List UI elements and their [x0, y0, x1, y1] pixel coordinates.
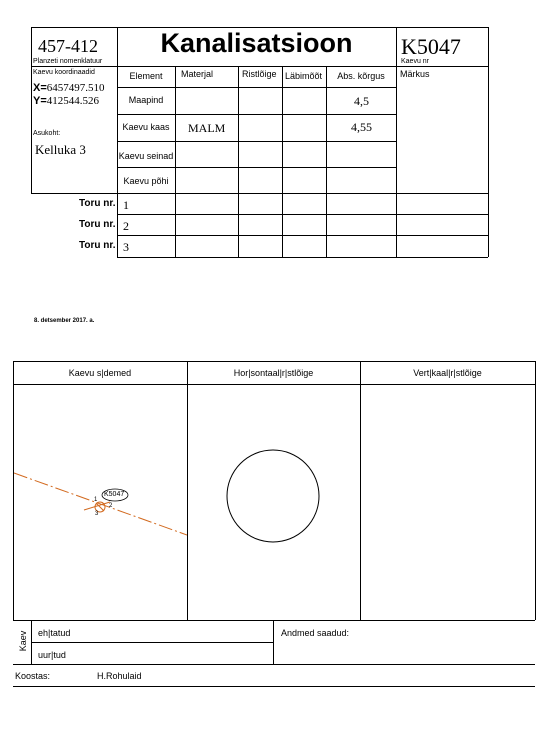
coord-x-label: X=	[33, 82, 47, 94]
pipe-label: Toru nr.	[79, 198, 116, 209]
row-divider	[117, 87, 396, 88]
cover-material: MALM	[188, 121, 226, 135]
row-divider	[117, 214, 488, 215]
location-caption: Asukoht:	[33, 130, 61, 137]
drawing-top-border	[13, 361, 535, 362]
footer-built-label: eh|tatud	[38, 628, 71, 638]
coord-x-value: 6457497.510	[46, 82, 105, 94]
footer-data-label: Andmed saadud:	[281, 628, 350, 638]
cover-abs-height: 4,55	[351, 120, 372, 134]
pipe-label: Toru nr.	[79, 240, 116, 251]
header-divider-right	[396, 27, 397, 193]
row-divider	[117, 235, 488, 236]
col-divider	[326, 66, 327, 257]
row-label-bottom: Kaevu põhi	[123, 176, 169, 186]
col-divider	[396, 193, 397, 257]
well-sketch	[14, 385, 187, 620]
pipe-number: 1	[123, 198, 129, 212]
row-label-walls: Kaevu seinad	[118, 151, 174, 161]
col-divider	[282, 66, 283, 257]
footer-compiled-by: H.Rohulaid	[97, 671, 142, 681]
ground-abs-height: 4,5	[354, 94, 369, 108]
drawing-bottom-border	[13, 620, 535, 621]
footer-compiled-label: Koostas:	[15, 671, 51, 681]
row-divider	[31, 193, 488, 194]
footer-last-line	[13, 686, 535, 687]
row-divider	[117, 167, 396, 168]
col-header-cross-section: Ristlõige	[242, 69, 277, 79]
panel-title-vertical: Vert|kaal|r|stlõige	[413, 368, 482, 378]
document-date: 8. detsember 2017. a.	[34, 318, 95, 324]
col-header-abs-height: Abs. kõrgus	[337, 71, 385, 81]
pipe-label-2: 2	[109, 503, 113, 509]
well-id: K5047	[401, 34, 461, 59]
location-value: Kelluka 3	[35, 142, 86, 157]
pipe-number: 3	[123, 240, 129, 254]
page-title: Kanalisatsioon	[160, 28, 353, 58]
form-left-border	[31, 27, 32, 193]
col-header-notes: Märkus	[400, 69, 430, 79]
col-divider	[175, 66, 176, 257]
col-header-element: Element	[129, 71, 163, 81]
drawing-divider	[360, 361, 361, 620]
pipe-label-1: 1	[94, 497, 98, 503]
coord-y-value: 412544.526	[46, 95, 100, 107]
form-right-border	[488, 27, 489, 257]
footer-bottom-border	[13, 664, 535, 665]
form-header-bottom	[31, 66, 488, 67]
coords-caption: Kaevu koordinaadid	[33, 69, 95, 76]
pipe-number: 2	[123, 219, 129, 233]
col-header-material: Materjal	[181, 69, 214, 79]
well-label: K5047	[104, 491, 125, 498]
pipe-label-3: 3	[95, 511, 99, 517]
footer-row-divider	[31, 642, 273, 643]
coord-y-label: Y=	[33, 95, 47, 107]
footer-surveyed-label: uur|tud	[38, 650, 66, 660]
col-divider	[238, 66, 239, 257]
sheet-caption: Planzeti nomenklatuur	[33, 58, 103, 65]
footer-divider	[273, 620, 274, 664]
panel-title-sketch: Kaevu s|demed	[68, 368, 132, 378]
header-divider-left	[117, 27, 118, 257]
panel-title-horizontal: Hor|sontaal|r|stlõige	[233, 368, 314, 378]
drawing-right-border	[535, 361, 536, 620]
row-divider	[117, 257, 488, 258]
well-circle-icon	[227, 450, 319, 542]
footer-side-label: Kaev	[18, 630, 28, 652]
row-label-ground: Maapind	[128, 95, 164, 105]
row-divider	[117, 114, 396, 115]
coord-x	[33, 82, 105, 94]
row-label-cover: Kaevu kaas	[122, 122, 170, 132]
horizontal-section	[188, 385, 360, 620]
row-divider	[117, 141, 396, 142]
well-id-caption: Kaevu nr	[401, 58, 430, 65]
pipe-line	[14, 473, 187, 535]
coord-y	[33, 95, 99, 107]
sheet-number: 457-412	[38, 36, 98, 56]
col-header-diameter: Läbimõõt	[285, 71, 323, 81]
pipe-label: Toru nr.	[79, 219, 116, 230]
